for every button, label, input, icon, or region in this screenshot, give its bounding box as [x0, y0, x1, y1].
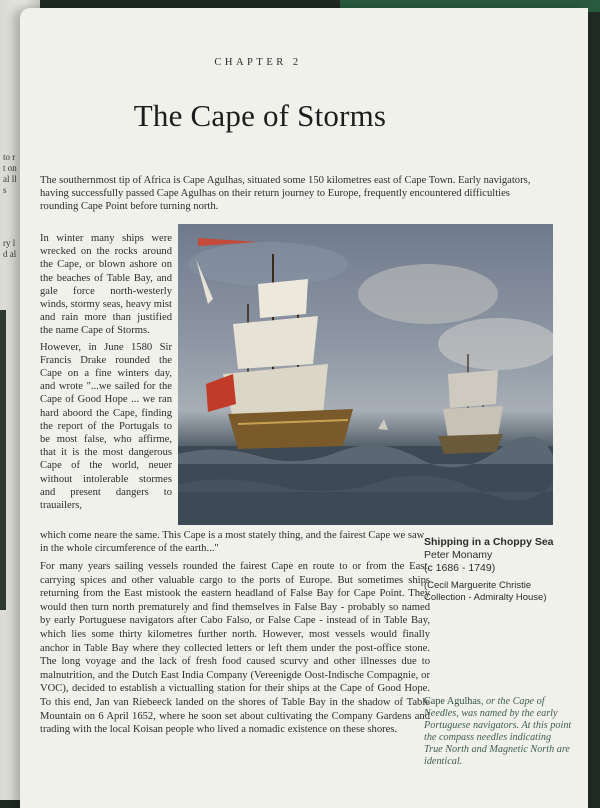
- column-paragraph: However, in June 1580 Sir Francis Drake rounded the Cape on a fine winters day, and wrote "...we sailed for the Cape of Good Hope ... we ran hard aboord the Cape, finding the report of the Portugals to be most false, who affirme, that it is the most dangerous Cape of the world, neuer without intolerable stormes and present dangers to trauailers,: [40, 341, 172, 512]
- main-paragraph: For many years sailing vessels rounded the fairest Cape en route to or from the East, carrying spices and other valuable cargo to the ports of Europe. But sometimes ships returning from the East mistook the eastern headland of False Bay for Cape Point. They would then turn north prematurely and find themselves in False Bay - probably so named by early Portuguese navigators after Cabo Falso, or False Cape - instead of in Table Bay, which lies some thirty kilometres further north. However, most vessels would finally anchor in Table Bay where they collected letters or left them under the post-office stone. The long voyage and the lack of fresh food caused scurvy and other illnesses due to malnutrition, and the Dutch East India Company (Vereenigde Oost-Indische Compagnie, or VOC), decided to establish a victualling station for their ships at the Cape of Good Hope. To this end, Jan van Riebeeck landed on the shores of Table Bay in the shadow of Table Mountain on 6 April 1652, where he soon set about cultivating the Company Gardens and trading with the local Koisan people who lived a nomadic existence on these shores.: [40, 561, 430, 736]
- sidenote-text: , or the Cape of Needles, was named by the early Portuguese navigators. At this point the compass needles indicating True North and Magnetic North are identical.: [424, 696, 572, 767]
- facing-page-edge: [0, 310, 6, 610]
- caption-title: Shipping in a Choppy Sea: [424, 536, 554, 548]
- sidenote: [424, 696, 572, 768]
- column-paragraph: In winter many ships were wrecked on the rocks around the Cape, or blown ashore on the beaches of Table Bay, and gale force north-westerly winds, stormy seas, heavy mist and rain more than justified the name Cape of Storms.: [40, 233, 172, 337]
- caption-dates: (c 1686 - 1749): [424, 561, 496, 574]
- facing-page-text-fragment: to rt on al lls: [3, 152, 17, 195]
- facing-page-text-fragment: ry ld al: [3, 238, 17, 259]
- caption-artist: Peter Monamy: [424, 549, 493, 561]
- quote-continuation: which come neare the same. This Cape is a most stately thing, and the fairest Cape we saw in the whole circumference of the earth...": [40, 530, 425, 555]
- caption-collection: (Cecil Marguerite Christie Collection - Admiralty House): [424, 580, 547, 603]
- wrapped-column: [40, 232, 172, 515]
- painting-illustration: [178, 224, 553, 525]
- sidenote-term: Cape Agulhas: [424, 696, 481, 707]
- ship-painting: [178, 224, 553, 525]
- painting-caption: [424, 536, 574, 603]
- page-title: The Cape of Storms: [133, 98, 387, 133]
- intro-paragraph: The southernmost tip of Africa is Cape Agulhas, situated some 150 kilometres east of Cape Town. Early navigators, having successfully passed Cape Agulhas on their return journey to Europe, frequently encountered difficulties rounding Cape Point before turning north.: [40, 175, 531, 213]
- chapter-label: CHAPTER 2: [214, 57, 302, 68]
